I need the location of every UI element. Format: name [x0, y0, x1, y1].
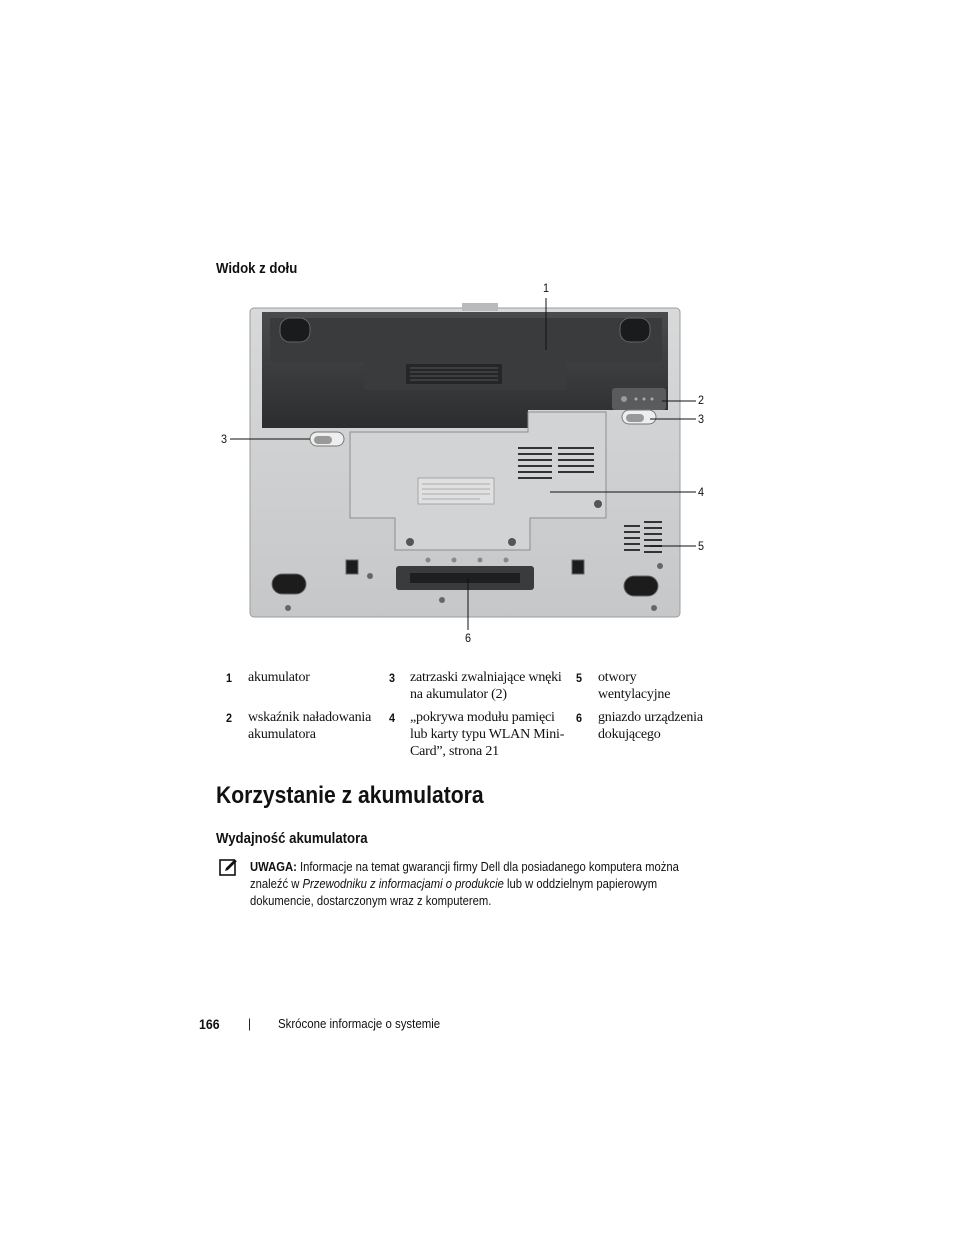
note-text: dokumencie, dostarczonym wraz z komputerem.: [250, 894, 492, 908]
note-text: lub w oddzielnym papierowym: [503, 877, 658, 891]
legend-num: 2: [226, 711, 233, 725]
callout-6: 6: [465, 631, 472, 645]
callout-5: 5: [698, 539, 705, 553]
note-label: UWAGA:: [250, 860, 297, 874]
legend-text: akumulator: [248, 670, 310, 685]
legend-num: 1: [226, 671, 233, 685]
callout-2: 2: [698, 393, 705, 407]
callout-3-right: 3: [698, 412, 705, 426]
footer-title: Skrócone informacje o systemie: [278, 1016, 441, 1031]
note-italic-title: Przewodniku z informacjami o produkcie: [302, 877, 504, 891]
subheading: Wydajność akumulatora: [216, 830, 368, 847]
footer-separator: |: [248, 1016, 251, 1031]
battery-release-latch-left: [310, 432, 344, 446]
note-text: znaleźć w: [250, 877, 303, 891]
legend-text: gniazdo urządzenia dokującego: [598, 710, 703, 742]
note-block: [250, 859, 727, 910]
battery-charge-gauge: [612, 388, 666, 410]
legend-text: „pokrywa modułu pamięci lub karty typu WLAN Mini-Card”, strona 21: [410, 710, 565, 759]
note-text: Informacje na temat gwarancji firmy Dell dla posiadanego komputera można: [296, 860, 679, 874]
legend-text: otwory wentylacyjne: [598, 670, 671, 702]
legend-num: 5: [576, 671, 583, 685]
legend-num: 6: [576, 711, 583, 725]
laptop-bottom-illustration: [210, 278, 730, 650]
callout-4: 4: [698, 485, 705, 499]
legend-num: 3: [389, 671, 396, 685]
battery-release-latch-right: [622, 410, 656, 424]
note-pencil-icon: [219, 857, 239, 877]
callout-1: 1: [543, 281, 550, 295]
main-heading: Korzystanie z akumulatora: [216, 782, 484, 809]
page-number: 166: [199, 1016, 220, 1032]
section-heading-bottom-view: Widok z dołu: [216, 260, 298, 277]
callout-3-left: 3: [221, 432, 228, 446]
legend-num: 4: [389, 711, 396, 725]
legend-text: zatrzaski zwalniające wnęki na akumulator (2): [410, 670, 562, 702]
legend-text: wskaźnik naładowania akumulatora: [248, 710, 372, 742]
